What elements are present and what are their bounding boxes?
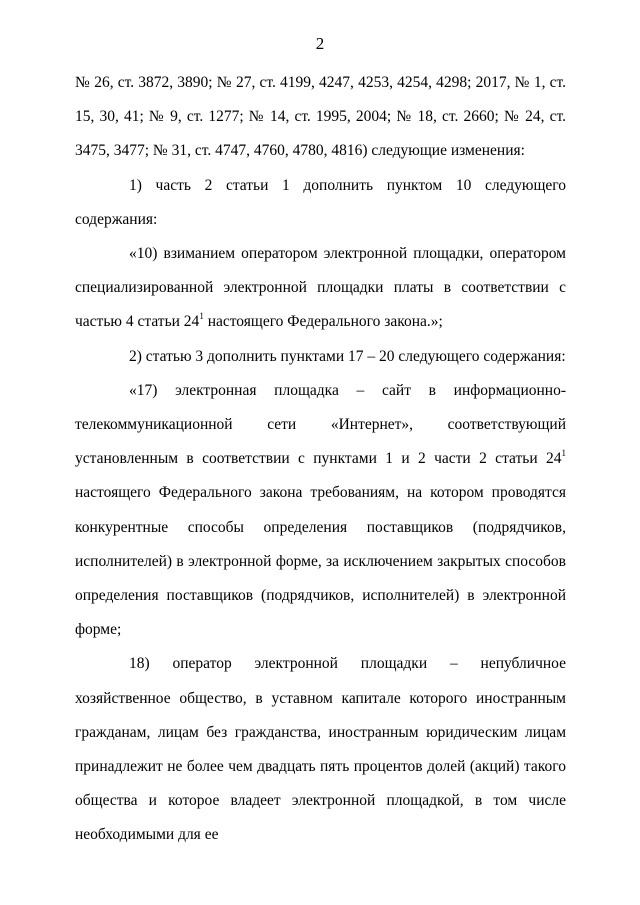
paragraph-item-1: 1) часть 2 статьи 1 дополнить пунктом 10 следующего содержания: [75, 176, 566, 228]
paragraph-point-10-text: «10) взиманием оператором электронной площадки, оператором специализированной электронной площадки платы в соответствии с частью 4 статьи 24 [75, 245, 566, 331]
paragraph-amendment-sources: № 26, ст. 3872, 3890; № 27, ст. 4199, 4247, 4253, 4254, 4298; 2017, № 1, ст. 15, 30, 41; № 9, ст. 1277; № 14, ст. 1995, 2004; № 18, ст. 2660; № 24, ст. 3475, 3477; № 31, ст. 4747, 4760, 4780, 4816) следующие изменения: [75, 74, 566, 160]
document-body [75, 66, 566, 853]
paragraph-point-17-tail: настоящего Федерального закона требованиям, на котором проводятся конкурентные способы определения поставщиков (подрядчиков, исполнителей) в электронной форме, за исключением закрытых способов определения поставщиков (подрядчиков, исполнителей) в электронной форме; [75, 484, 566, 639]
superscript-marker: 1 [561, 448, 566, 459]
paragraph-point-10 [75, 237, 566, 340]
paragraph-point-18: 18) оператор электронной площадки – непубличное хозяйственное общество, в уставном капитале которого иностранным гражданам, лицам без гражданства, иностранным юридическим лицам принадлежит не более чем двадцать пять процентов долей (акций) такого общества и которое владеет электронной площадкой, в том числе необходимыми для ее [75, 655, 566, 844]
paragraph-item-2: 2) статью 3 дополнить пунктами 17 – 20 следующего содержания: [129, 347, 566, 365]
superscript-marker: 1 [199, 311, 204, 322]
paragraph-point-17-text: «17) электронная площадка – сайт в информационно-телекоммуникационной сети «Интернет», соответствующий установленным в соответствии с пунктами 1 и 2 части 2 статьи 24 [75, 381, 566, 468]
paragraph-point-17 [75, 374, 566, 648]
paragraph-point-10-tail: настоящего Федерального закона.»; [203, 313, 443, 331]
page-number: 2 [315, 34, 325, 53]
